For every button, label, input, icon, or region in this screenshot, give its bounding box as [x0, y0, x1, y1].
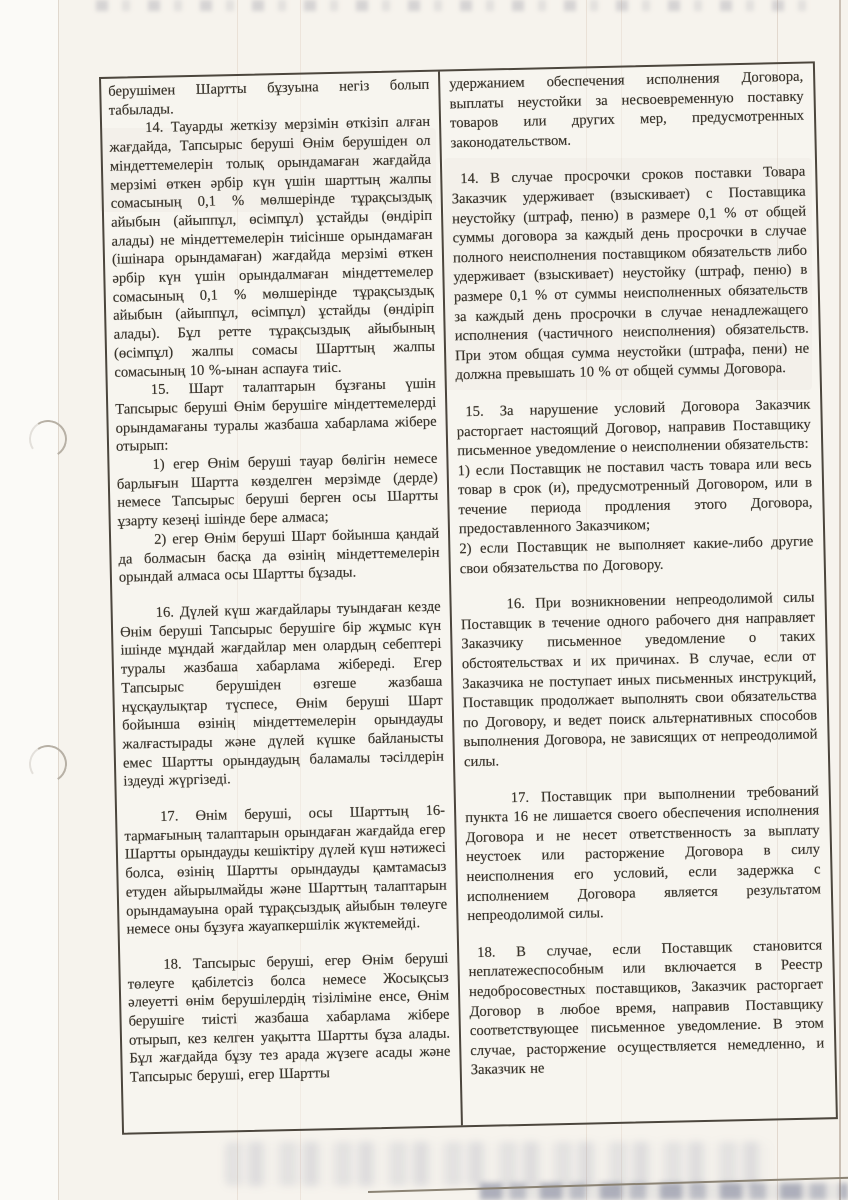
page-edge-strip — [0, 0, 59, 1200]
ghost-bleedthrough-bottom — [225, 1142, 770, 1186]
contract-paragraph: 1) если Поставщик не поставил часть товара или весь товар в срок (и), предусмотренный Договором, или в течение периода продления этого Договора, предоставленного Заказчиком; — [457, 455, 813, 538]
contract-paragraph: 17. Поставщик при выполнении требований пункта 16 не лишается своего обеспечения исполнения Договора и не несет ответственность за выплату неустоек или расторжение Договора в силу неисполнения его условий, если задержка с исполнением Договора является результатом непреодолимой силы. — [465, 783, 822, 925]
contract-paragraph: 2) если Поставщик не выполняет какие-либо другие свои обязательства по Договору. — [459, 533, 814, 577]
contract-paragraph: 18. В случае, если Поставщик становится неплатежеспособным или включается в Реестр недобросовестных поставщиков, Заказчик расторгает Договор в любое время, направив Поставщику соответствующее письменное уведомление. В этом случае, расторжение осуществляется немедленно, и Заказчик не — [468, 937, 825, 1079]
contract-paragraph: 18. Тапсырыс беруші, егер Өнім беруші төлеуге қабілетсіз болса немесе Жосықсыз әлеуетті өнім берушілердің тізіліміне енсе, Өнім берушіге тиісті жазбаша хабарлама жібере отырып, кез келген уақытта Шартты бұза алады. Бұл жағдайда бұзу тез арада жүзеге асады және Тапсырыс беруші, егер Шартты — [127, 950, 451, 1086]
contract-paragraph: 17. Өнім беруші, осы Шарттың 16-тармағының талаптарын орындаған жағдайда егер Шартты орындауды кешіктіру дүлей күш нәтижесі болса, өзінің Шартты орындауды қамтамасыз етуден айырылмайды және Шарттың талаптарын орындамауына орай тұрақсыздық айыбын төлеуге немесе оны бұзуға жауапкершілік жүктемейді. — [124, 802, 448, 938]
left-column-kazakh — [101, 72, 463, 1133]
contract-table — [99, 61, 838, 1134]
contract-paragraph: 15. Шарт талаптарын бұзғаны үшін Тапсырыс беруші Өнім берушіге міндеттемелерді орындамағаны туралы жазбаша хабарлама жібере отырып: — [115, 375, 437, 456]
contract-paragraph: 14. В случае просрочки сроков поставки Товара Заказчик удерживает (взыскивает) с Поставщика неустойку (штраф, пеню) в размере 0,1 % от общей суммы договора за каждый день просрочки в случае полного неисполнения поставщиком обязательств либо удерживает (взыскивает) неустойку (штраф, пеню) в размере 0,1 % от суммы неисполненных обязательств за каждый день просрочки в случае ненадлежащего исполнения (частичного неисполнения) обязательств. При этом общая сумма неустойки (штрафа, пени) не должна превышать 10 % от общей суммы Договора. — [451, 163, 810, 384]
contract-paragraph: 2) егер Өнім беруші Шарт бойынша қандай да болмасын басқа да өзінің міндеттемелерін орындай алмаса осы Шартты бұзады. — [118, 525, 440, 586]
contract-paragraph: 14. Тауарды жеткізу мерзімін өткізіп алған жағдайда, Тапсырыс беруші Өнім берушіден ол міндеттемелерін толық орындамаған жағдайда мерзімі өткен әрбір күн үшін шарттың жалпы сомасының 0,1 % мөлшерінде тұрақсыздық айыбын (айыппұл, өсімпұл) ұстайды (өндіріп алады) не міндеттемелерін тиісінше орындамаған (ішінара орындамаған) жағдайда мерзімі өткен әрбір күн үшін орындалмаған міндеттемелер сомасының 0,1 % мөлшерінде тұрақсыздық айыбын (айыппұл, өсімпұл) ұстайды (өндіріп алады). Бұл ретте тұрақсыздық айыбының (өсімпұл) жалпы сомасы Шарттың жалпы сомасының 10 %-ынан аспауға тиіс. — [109, 114, 436, 381]
contract-paragraph: 16. При возникновении непреодолимой силы Поставщик в течение одного рабочего дня направляет Заказчику письменное уведомление о таких обстоятельствах и их причинах. В случае, если от Заказчика не поступает иных письменных инструкций, Поставщик продолжает выполнять свои обязательства по Договору, и ведет поиск альтернативных способов выполнения Договора, не зависящих от непреодолимой силы. — [460, 589, 818, 771]
contract-paragraph: берушімен Шартты бұзуына негіз болып табылады. — [108, 76, 430, 119]
contract-paragraph: 1) егер Өнім беруші тауар бөлігін немесе барлығын Шартта көзделген мерзімде (дерде) немесе Тапсырыс беруші берген осы Шартты ұзарту кезеңі ішінде бере алмаса; — [116, 450, 439, 530]
contract-paragraph: 16. Дүлей күш жағдайлары туындаған кезде Өнім беруші Тапсырыс берушіге бір жұмыс күн ішінде мұндай жағдайлар мен олардың себептері туралы жазбаша хабарлама жібереді. Егер Тапсырыс берушіден өзгеше жазбаша нұсқаулықтар түспесе, Өнім беруші Шарт бойынша өзінің міндеттемелерін орындауды жалғастырады және дүлей күшке байланысты емес Шартты орындаудың баламалы тәсілдерін іздеуді жүргізеді. — [119, 598, 445, 790]
ghost-bleedthrough-top — [96, 0, 820, 11]
right-column-russian — [440, 63, 836, 1125]
contract-paragraph: 15. За нарушение условий Договора Заказчик расторгает настоящий Договор, направив Поставщику письменное уведомление о неисполнении обязательств: — [456, 396, 811, 460]
contract-paragraph: удержанием обеспечения исполнения Договора, выплаты неустойки за несвоевременную поставку товаров или других мер, предусмотренных законодательством. — [449, 68, 805, 152]
page-edge-right-line — [839, 0, 841, 1200]
